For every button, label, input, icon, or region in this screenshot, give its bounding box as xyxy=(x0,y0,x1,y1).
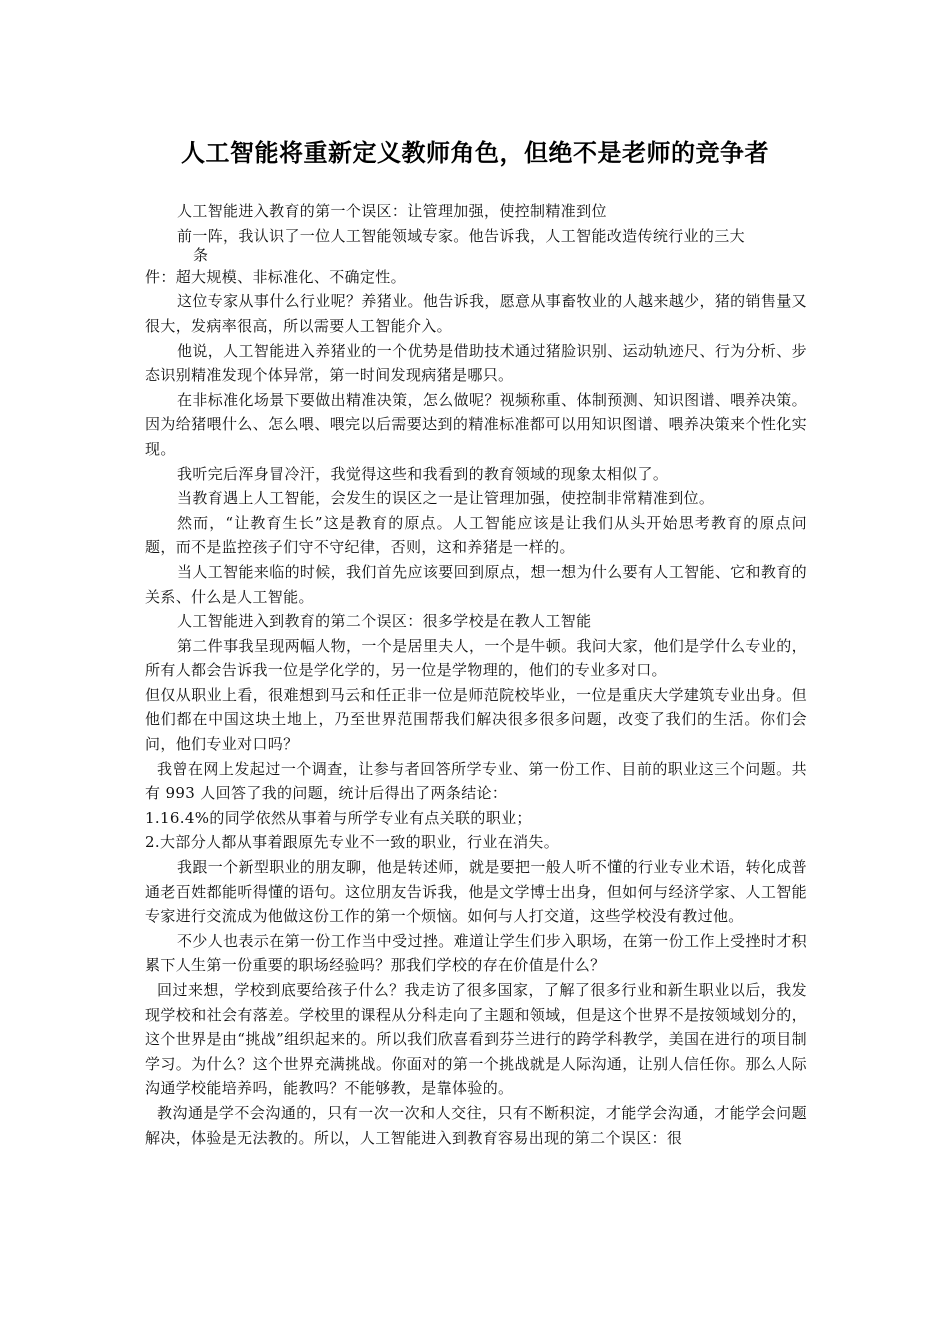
paragraph-17: 教沟通是学不会沟通的，只有一次一次和人交往，只有不断积淀，才能学会沟通，才能学会问题解决，体验是无法教的。所以，人工智能进入到教育容易出现的第二个误区：很 xyxy=(145,1103,807,1147)
paragraph-1: 人工智能进入教育的第一个误区：让管理加强，使控制精准到位 xyxy=(177,202,607,220)
paragraph-3: 这位专家从事什么行业呢？养猪业。他告诉我，愿意从事畜牧业的人越来越少，猪的销售量又很大，发病率很高，所以需要人工智能介入。 xyxy=(145,292,807,335)
paragraph-13: 我曾在网上发起过一个调查，让参与者回答所学专业、第一份工作、目前的职业这三个问题。共有 993 人回答了我的问题，统计后得出了两条结论： xyxy=(145,759,807,803)
paragraph-4: 他说，人工智能进入养猪业的一个优势是借助技术通过猪脸识别、运动轨迹尺、行为分析、步态识别精准发现个体异常，第一时间发现病猪是哪只。 xyxy=(145,341,807,385)
paragraph-11: 第二件事我呈现两幅人物，一个是居里夫人，一个是牛顿。我问大家，他们是学什么专业的，所有人都会告诉我一位是学化学的，另一位是学物理的，他们的专业多对口。 xyxy=(145,636,807,680)
list-item-2: 2.大部分人都从事着跟原先专业不一致的职业，行业在消失。 xyxy=(145,833,560,852)
paragraph-9: 当人工智能来临的时候，我们首先应该要回到原点，想一想为什么要有人工智能、它和教育的关系、什么是人工智能。 xyxy=(145,562,807,606)
list-item-1: 1.16.4%的同学依然从事着与所学专业有点关联的职业； xyxy=(145,808,532,827)
paragraph-10: 人工智能进入到教育的第二个误区：很多学校是在教人工智能 xyxy=(177,612,592,631)
paragraph-7: 当教育遇上人工智能，会发生的误区之一是让管理加强，使控制非常精准到位。 xyxy=(177,489,715,508)
paragraph-2-end: 件：超大规模、非标准化、不确定性。 xyxy=(145,267,406,286)
document-title: 人工智能将重新定义教师角色，但绝不是老师的竞争者 xyxy=(181,139,769,167)
paragraph-12: 但仅从职业上看，很难想到马云和任正非一位是师范院校毕业，一位是重庆大学建筑专业出身。但他们都在中国这块土地上，乃至世界范围帮我们解决很多很多问题，改变了我们的生活。你们会问，他们专业对口吗？ xyxy=(145,685,807,754)
document-body xyxy=(145,199,807,1150)
paragraph-2-continuation: 条 xyxy=(193,246,209,265)
paragraph-5: 在非标准化场景下要做出精准决策，怎么做呢？视频称重、体制预测、知识图谱、喂养决策。因为给猪喂什么、怎么喂、喂完以后需要达到的精准标准都可以用知识图谱、喂养决策来个性化实现。 xyxy=(145,390,807,458)
paragraph-15: 不少人也表示在第一份工作当中受过挫。难道让学生们步入职场，在第一份工作上受挫时才积累下人生第一份重要的职场经验吗？那我们学校的存在价值是什么？ xyxy=(145,931,807,975)
paragraph-16: 回过来想，学校到底要给孩子什么？我走访了很多国家，了解了很多行业和新生职业以后，我发现学校和社会有落差。学校里的课程从分科走向了主题和领域，但是这个世界不是按领域划分的，这个世界是由“挑战”组织起来的。所以我们欣喜看到芬兰进行的跨学科教学，美国在进行的项目制学习。为什么？这个世界充满挑战。你面对的第一个挑战就是人际沟通，让别人信任你。那么人际沟通学校能培养吗，能教吗？不能够教，是靠体验的。 xyxy=(145,981,807,1098)
paragraph-2: 前一阵，我认识了一位人工智能领域专家。他告诉我，人工智能改造传统行业的三大 xyxy=(177,226,745,245)
paragraph-8: 然而，“让教育生长”这是教育的原点。人工智能应该是让我们从头开始思考教育的原点问题，而不是监控孩子们守不守纪律，否则，这和养猪是一样的。 xyxy=(145,513,807,557)
paragraph-14: 我跟一个新型职业的朋友聊，他是转述师，就是要把一般人听不懂的行业专业术语，转化成普通老百姓都能听得懂的语句。这位朋友告诉我，他是文学博士出身，但如何与经济学家、人工智能专家进行交流成为他做这份工作的第一个烦恼。如何与人打交道，这些学校没有教过他。 xyxy=(145,858,807,926)
paragraph-6: 我听完后浑身冒冷汗，我觉得这些和我看到的教育领域的现象太相似了。 xyxy=(177,464,669,483)
